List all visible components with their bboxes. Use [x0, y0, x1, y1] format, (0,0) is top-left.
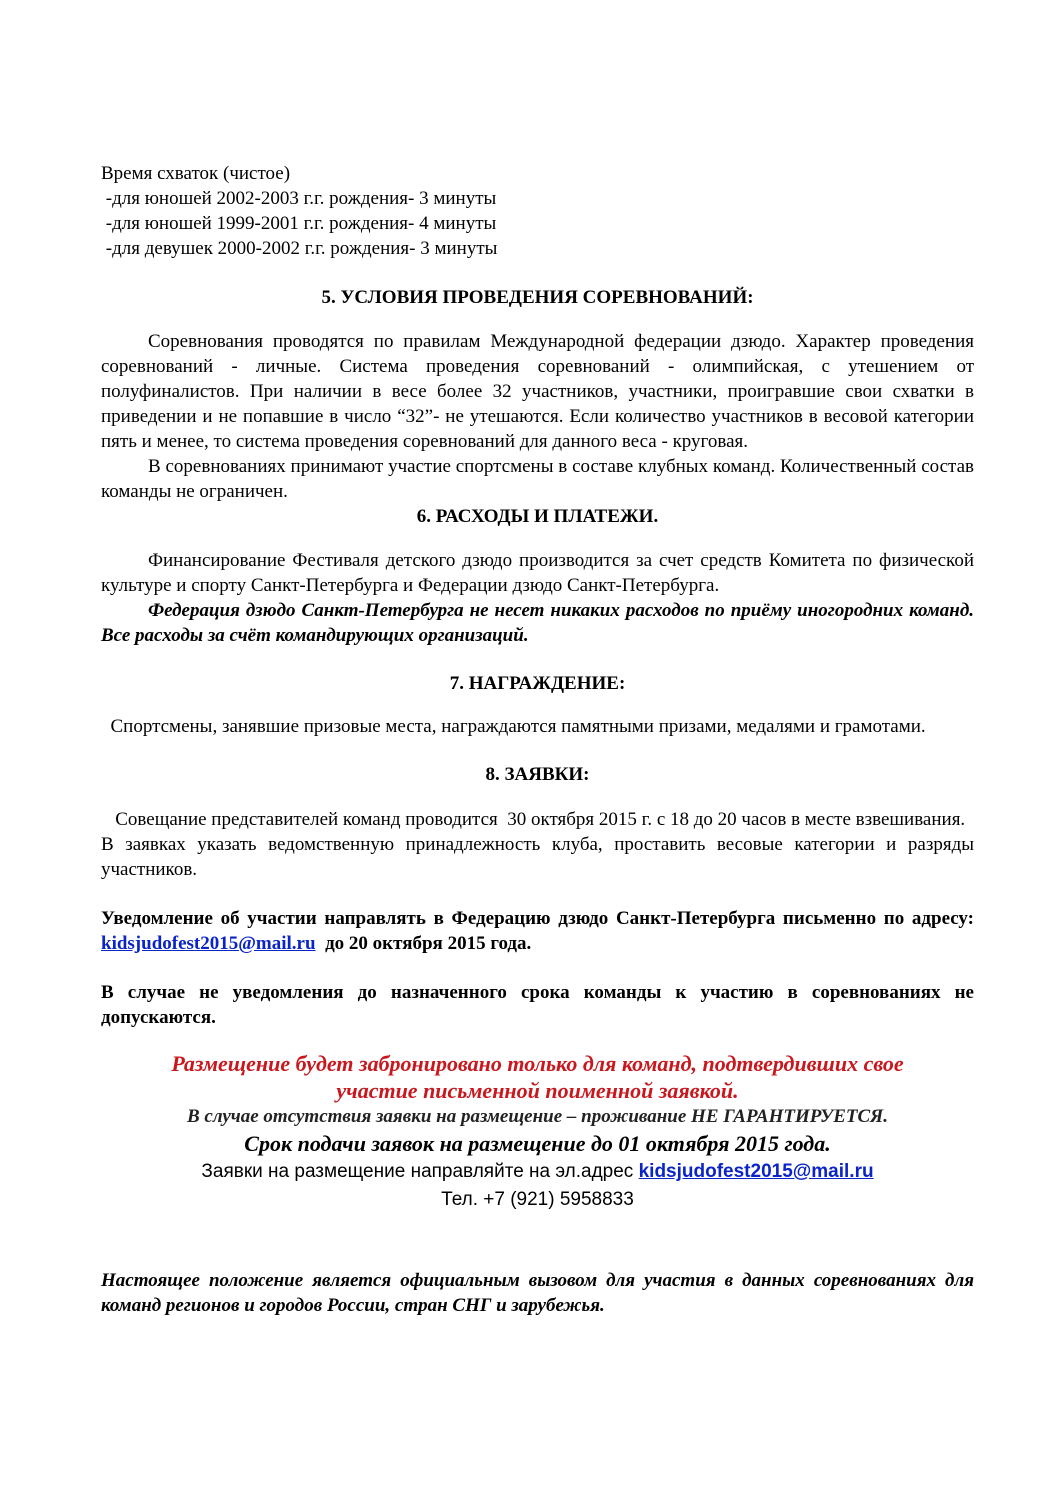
closing-paragraph: Настоящее положение является официальным вызовом для участия в данных соревнованиях для команд регионов и городов России, стран СНГ и зарубежья. — [101, 1270, 974, 1316]
section-6-heading: 6. РАСХОДЫ И ПЛАТЕЖИ. — [416, 506, 659, 527]
fight-time-line: -для юношей 1999-2001 г.г. рождения- 4 минуты — [101, 213, 497, 234]
accommodation-send-text: Заявки на размещение направляйте на эл.адрес — [201, 1161, 639, 1182]
section-8-heading: 8. ЗАЯВКИ: — [485, 764, 590, 785]
email-link[interactable]: kidsjudofest2015@mail.ru — [638, 1161, 874, 1182]
fight-time-title: Время схваток (чистое) — [101, 163, 291, 184]
notice-deadline: до 20 октября 2015 года. — [315, 933, 532, 954]
notice-paragraph — [101, 906, 974, 956]
section-7-heading: 7. НАГРАЖДЕНИЕ: — [449, 673, 626, 694]
accommodation-block — [101, 1050, 974, 1214]
accommodation-send-line — [101, 1158, 974, 1186]
section-8-paragraph: Совещание представителей команд проводится 30 октября 2015 г. с 18 до 20 часов в месте взвешивания. — [101, 809, 966, 830]
accommodation-deadline: Срок подачи заявок на размещение до 01 октября 2015 года. — [244, 1131, 831, 1156]
fight-time-line: -для юношей 2002-2003 г.г. рождения- 3 минуты — [101, 188, 497, 209]
accommodation-phone: Тел. +7 (921) 5958833 — [441, 1189, 634, 1210]
section-5-paragraph: В соревнованиях принимают участие спортсмены в составе клубных команд. Количественный состав команды не ограничен. — [101, 456, 974, 502]
accommodation-no-guarantee: В случае отсутствия заявки на размещение – проживание НЕ ГАРАНТИРУЕТСЯ. — [186, 1106, 889, 1127]
notice-text: Уведомление об участии направлять в Федерацию дзюдо Санкт-Петербурга письменно по адресу: — [101, 908, 974, 929]
accommodation-red-line: участие письменной поименной заявкой. — [336, 1078, 739, 1103]
warning-paragraph: В случае не уведомления до назначенного срока команды к участию в соревнованиях не допускаются. — [101, 982, 974, 1028]
section-8-paragraph: В заявках указать ведомственную принадлежность клуба, проставить весовые категории и разряды участников. — [101, 834, 974, 880]
document-body — [101, 161, 974, 1318]
fight-time-line: -для девушек 2000-2002 г.г. рождения- 3 минуты — [101, 238, 498, 259]
section-6-paragraph: Финансирование Фестиваля детского дзюдо производится за счет средств Комитета по физической культуре и спорту Санкт-Петербурга и Федерации дзюдо Санкт-Петербурга. — [101, 550, 974, 596]
accommodation-red-line: Размещение будет забронировано только для команд, подтвердивших свое — [171, 1051, 904, 1076]
section-7-paragraph: Спортсмены, занявшие призовые места, награждаются памятными призами, медалями и грамотами. — [101, 716, 926, 737]
section-5-paragraph: Соревнования проводятся по правилам Международной федерации дзюдо. Характер проведения соревнований - личные. Система проведения соревнований - олимпийская, с утешением от полуфиналистов. При наличии в весе более 32 участников, участники, проигравшие свои схватки в приведении и не попавшие в число “32”- не утешаются. Если количество участников в весовой категории пять и менее, то система проведения соревнований для данного веса - круговая. — [101, 331, 974, 452]
email-link[interactable]: kidsjudofest2015@mail.ru — [101, 933, 316, 954]
section-5-heading: 5. УСЛОВИЯ ПРОВЕДЕНИЯ СОРЕВНОВАНИЙ: — [321, 287, 754, 308]
section-6-emphasis: Федерация дзюдо Санкт-Петербурга не несет никаких расходов по приёму иногородних команд. Все расходы за счёт командирующих организаций. — [101, 600, 974, 646]
